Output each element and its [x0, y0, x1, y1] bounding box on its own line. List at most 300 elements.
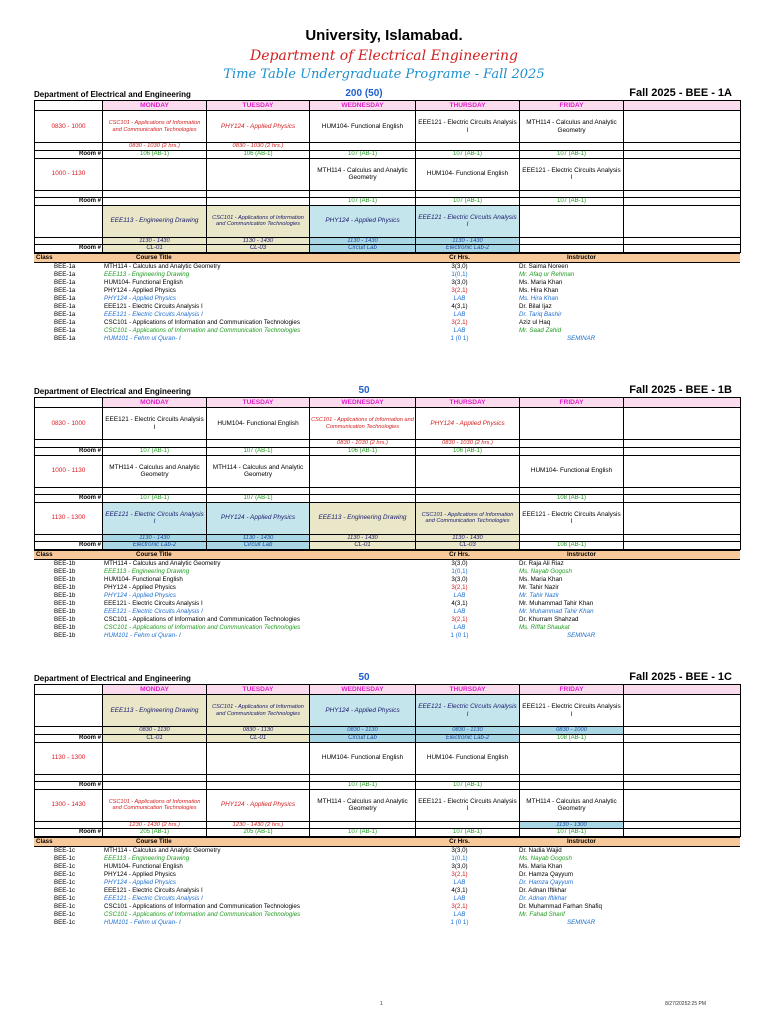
course-row [34, 568, 740, 576]
course-class: BEE-1a [54, 335, 76, 342]
room-cell [624, 197, 741, 205]
course-title: PHY124 - Applied Physics [104, 287, 176, 294]
room-cell: Electronic Lab-2 [416, 734, 520, 742]
time-slot [35, 695, 103, 727]
room-cell: 107 (AB-1) [310, 781, 416, 789]
course-instructor: SEMINAR [567, 632, 596, 639]
day-header: FRIDAY [520, 101, 624, 111]
class-cell [624, 158, 741, 190]
course-title: EEE113 - Engineering Drawing [104, 855, 190, 862]
time-range: 0830 - 1030 (2 hrs.) [207, 143, 310, 151]
course-instructor: Mr. Fahad Sharif [519, 911, 565, 918]
blank-cell [35, 727, 103, 735]
section-header [34, 88, 740, 100]
room-cell [520, 245, 624, 253]
class-cell: MTH114 - Calculus and Analytic Geometry [207, 455, 310, 487]
class-cell: EEE113 - Engineering Drawing [103, 205, 207, 237]
course-row [34, 319, 740, 327]
course-class: BEE-1c [54, 895, 75, 902]
course-title: EEE113 - Engineering Drawing [104, 271, 190, 278]
course-title: EEE121 - Electric Circuits Analysis I [104, 887, 203, 894]
course-title: CSC101 - Applications of Information and Communication Technologies [104, 616, 300, 623]
course-row [34, 271, 740, 279]
col-instructor: Instructor [517, 838, 740, 847]
course-title: HUM101 - Fehm ul Quran- I [104, 335, 181, 342]
class-cell: EEE121 - Electric Circuits Analysis I [103, 408, 207, 440]
time-range [310, 774, 416, 781]
course-row [34, 311, 740, 319]
course-class: BEE-1c [54, 855, 75, 862]
class-cell: CSC101 - Applications of Information and Communication Technologies [207, 695, 310, 727]
time-range [207, 774, 310, 781]
course-title: EEE121 - Electric Circuits Analysis I [104, 600, 203, 607]
time-range [207, 190, 310, 197]
time-range: 0830 - 1030 (2 hrs.) [103, 143, 207, 151]
course-list [34, 550, 740, 640]
class-cell: EEE113 - Engineering Drawing [310, 502, 416, 534]
class-cell: HUM104- Functional English [207, 408, 310, 440]
room-cell: 107 (AB-1) [103, 447, 207, 455]
time-range [416, 143, 520, 151]
time-range [310, 821, 416, 829]
time-range [103, 440, 207, 448]
day-header: WEDNESDAY [310, 398, 416, 408]
time-range: 1130 - 1430 [103, 534, 207, 542]
course-instructor: Mr. Saad Zahid [519, 327, 562, 334]
room-cell: CL-01 [103, 734, 207, 742]
university-title: University, Islamabad. [305, 27, 463, 44]
course-row [34, 863, 740, 871]
course-credit: LAB [453, 895, 466, 902]
dept-label: Department of Electrical and Engineering [34, 90, 191, 99]
time-range [103, 774, 207, 781]
section-strength: 200 (50) [345, 88, 383, 99]
room-cell: 106 (AB-1) [207, 150, 310, 158]
course-credit: 3(2,1) [451, 319, 468, 326]
course-instructor: Mr. Muhammad Tahir Khan [519, 600, 594, 607]
time-slot [35, 205, 103, 237]
course-instructor: Dr. Bilal Ijaz [519, 303, 552, 310]
course-row [34, 592, 740, 600]
time-range: 0830 - 1030 (2 hrs.) [310, 440, 416, 448]
room-cell [624, 150, 741, 158]
time-slot: 1300 - 1430 [35, 789, 103, 821]
course-instructor: Dr. Saima Noreen [519, 262, 569, 270]
time-range: 0830 - 1130 [207, 727, 310, 735]
class-cell: EEE121 - Electric Circuits Analysis I [520, 695, 624, 727]
room-cell [624, 494, 741, 502]
time-range [624, 143, 741, 151]
day-header: FRIDAY [520, 685, 624, 695]
course-row [34, 879, 740, 887]
time-range [310, 143, 416, 151]
course-class: BEE-1b [54, 584, 76, 591]
course-title: PHY124 - Applied Physics [104, 584, 176, 591]
course-instructor: SEMINAR [567, 919, 596, 926]
time-range [207, 487, 310, 494]
course-title: CSC101 - Applications of Information and Communication Technologies [104, 903, 300, 910]
course-row [34, 600, 740, 608]
time-range [624, 821, 741, 829]
course-list [34, 837, 740, 927]
day-header: MONDAY [103, 101, 207, 111]
room-cell: Circuit Lab [310, 245, 416, 253]
room-cell: 108 (AB-1) [520, 494, 624, 502]
time-range [624, 774, 741, 781]
class-cell: EEE121 - Electric Circuits Analysis I [416, 789, 520, 821]
blank-cell [624, 398, 741, 408]
day-header: WEDNESDAY [310, 685, 416, 695]
col-class: Class [34, 254, 102, 263]
course-row [34, 855, 740, 863]
course-class: BEE-1a [54, 303, 76, 310]
col-course-title: Course Title [102, 551, 402, 560]
course-class: BEE-1b [54, 616, 76, 623]
room-label: Room # [35, 734, 103, 742]
course-row [34, 576, 740, 584]
day-header: TUESDAY [207, 398, 310, 408]
room-cell [624, 447, 741, 455]
course-credit: 4(3,1) [451, 303, 468, 310]
course-credit: 1(0,1) [451, 568, 468, 575]
department-title: Department of Electrical Engineering [250, 48, 518, 64]
course-title: CSC101 - Applications of Information and Communication Technologies [104, 319, 300, 326]
day-header: FRIDAY [520, 398, 624, 408]
class-cell: EEE121 - Electric Circuits Analysis I [416, 205, 520, 237]
class-cell [624, 455, 741, 487]
room-cell: CL-03 [416, 542, 520, 550]
course-class: BEE-1b [54, 592, 76, 599]
course-credit: 3(3,0) [451, 576, 468, 583]
course-class: BEE-1c [54, 863, 75, 870]
time-slot: 1000 - 1130 [35, 158, 103, 190]
class-cell [416, 455, 520, 487]
course-class: BEE-1a [54, 319, 76, 326]
course-title: PHY124 - Applied Physics [104, 295, 176, 302]
class-cell [310, 455, 416, 487]
page-number: 1 [380, 1001, 383, 1007]
time-range: 1130 - 1430 [416, 237, 520, 245]
time-range [207, 440, 310, 448]
course-row [34, 632, 740, 640]
time-range: 0830 - 1130 [310, 727, 416, 735]
room-label: Room # [35, 542, 103, 550]
time-range [416, 487, 520, 494]
class-cell: MTH114 - Calculus and Analytic Geometry [520, 789, 624, 821]
room-cell: Electronic Lab-2 [103, 542, 207, 550]
course-row [34, 263, 740, 272]
timetable-section [34, 385, 740, 640]
blank-cell [35, 440, 103, 448]
course-class: BEE-1c [54, 871, 75, 878]
course-credit: 1 (0 1) [450, 335, 469, 342]
col-cr-hrs: Cr Hrs. [402, 254, 517, 263]
timetable-grid [34, 397, 741, 550]
time-slot: 0830 - 1000 [35, 111, 103, 143]
course-instructor: Ms. Nayab Gogosh [519, 855, 572, 862]
time-range: 1130 - 1300 [520, 821, 624, 829]
time-range [520, 143, 624, 151]
course-credit: 1 (0 1) [450, 632, 469, 639]
course-title: PHY124 - Applied Physics [104, 592, 176, 599]
time-range: 1130 - 1430 [416, 534, 520, 542]
room-cell: CL-01 [207, 734, 310, 742]
room-cell [207, 781, 310, 789]
time-range [624, 190, 741, 197]
room-label: Room # [35, 245, 103, 253]
room-cell [520, 781, 624, 789]
time-range [416, 821, 520, 829]
class-cell: HUM104- Functional English [520, 455, 624, 487]
col-instructor: Instructor [517, 254, 740, 263]
room-cell: 107 (AB-1) [310, 197, 416, 205]
time-range: 1130 - 1430 [207, 237, 310, 245]
course-list [34, 253, 740, 343]
course-instructor: Ms. Hira Khan [519, 287, 559, 294]
room-label: Room # [35, 447, 103, 455]
course-title: HUM104- Functional English [104, 279, 183, 286]
course-class: BEE-1b [54, 576, 76, 583]
course-instructor: Ms. Nayab Gogosh [519, 568, 572, 575]
class-cell: PHY124 - Applied Physics [207, 111, 310, 143]
course-instructor: Dr. Hamza Qayyum [519, 879, 574, 886]
course-row [34, 608, 740, 616]
course-instructor: Ms. Maria Khan [519, 863, 563, 870]
class-cell: MTH114 - Calculus and Analytic Geometry [310, 789, 416, 821]
class-cell: HUM104- Functional English [416, 158, 520, 190]
course-credit: 3(2,1) [451, 584, 468, 591]
room-cell: 107 (AB-1) [310, 150, 416, 158]
course-title: EEE113 - Engineering Drawing [104, 568, 190, 575]
course-credit: LAB [453, 327, 466, 334]
course-credit: 1(0,1) [451, 855, 468, 862]
col-cr-hrs: Cr Hrs. [402, 838, 517, 847]
course-row [34, 584, 740, 592]
class-cell: EEE121 - Electric Circuits Analysis I [416, 111, 520, 143]
course-credit: LAB [453, 879, 466, 886]
time-range [103, 487, 207, 494]
room-cell: 106 (AB-1) [310, 447, 416, 455]
timetable-grid [34, 100, 741, 253]
room-cell: CL-01 [310, 542, 416, 550]
time-slot: 1130 - 1300 [35, 742, 103, 774]
class-cell: HUM104- Functional English [310, 111, 416, 143]
time-range: 0830 - 1030 (2 hrs.) [416, 440, 520, 448]
class-cell: CSC101 - Applications of Information and Communication Technologies [310, 408, 416, 440]
course-instructor: Dr. Tariq Bashir [519, 311, 562, 318]
col-instructor: Instructor [517, 551, 740, 560]
course-instructor: Dr. Khurram Shahzad [519, 616, 579, 623]
day-header: TUESDAY [207, 101, 310, 111]
course-instructor: Dr. Adnan Iftikhar [519, 895, 567, 902]
time-range [520, 237, 624, 245]
blank-cell [35, 487, 103, 494]
room-cell [416, 494, 520, 502]
room-cell [207, 197, 310, 205]
course-title: CSC101 - Applications of Information and Communication Technologies [104, 624, 301, 631]
class-cell: PHY124 - Applied Physics [207, 502, 310, 534]
course-class: BEE-1b [54, 568, 76, 575]
course-instructor: Dr. Hamza Qayyum [519, 871, 573, 878]
room-cell: 205 (AB-1) [207, 829, 310, 837]
course-class: BEE-1a [54, 262, 76, 270]
course-credit: 3(2,1) [451, 287, 468, 294]
time-range: 0830 - 1130 [416, 727, 520, 735]
room-cell [103, 781, 207, 789]
course-class: BEE-1c [54, 887, 75, 894]
room-cell [624, 781, 741, 789]
time-range: 1130 - 1430 [207, 534, 310, 542]
corner-cell [35, 398, 103, 408]
section-title: Fall 2025 - BEE - 1A [629, 87, 732, 99]
course-class: BEE-1c [54, 919, 75, 926]
course-credit: 3(3,0) [451, 279, 468, 286]
class-cell: PHY124 - Applied Physics [416, 408, 520, 440]
course-title: CSC101 - Applications of Information and Communication Technologies [104, 911, 301, 918]
course-credit: LAB [453, 592, 466, 599]
time-range [416, 190, 520, 197]
room-cell: Circuit Lab [310, 734, 416, 742]
course-row [34, 560, 740, 569]
room-cell [624, 542, 741, 550]
course-title: MTH114 - Calculus and Analytic Geometry [104, 559, 221, 567]
room-cell: 107 (AB-1) [520, 197, 624, 205]
class-cell [520, 742, 624, 774]
section-header [34, 385, 740, 397]
course-title: HUM101 - Fehm ul Quran- I [104, 919, 181, 926]
dept-label: Department of Electrical and Engineering [34, 387, 191, 396]
course-instructor: Dr. Nadia Wajid [519, 846, 562, 854]
room-cell: 107 (AB-1) [207, 494, 310, 502]
day-header: TUESDAY [207, 685, 310, 695]
class-cell: HUM104- Functional English [416, 742, 520, 774]
course-credit: 3(3,0) [451, 262, 468, 270]
timetable-grid [34, 684, 741, 837]
course-row [34, 847, 740, 856]
time-range [310, 190, 416, 197]
section-header [34, 672, 740, 684]
blank-cell [35, 534, 103, 542]
course-class: BEE-1a [54, 295, 76, 302]
room-cell: CL-01 [103, 245, 207, 253]
room-cell [624, 734, 741, 742]
course-row [34, 287, 740, 295]
class-cell: CSC101 - Applications of Information and Communication Technologies [416, 502, 520, 534]
course-credit: LAB [453, 608, 466, 615]
room-cell: 107 (AB-1) [207, 447, 310, 455]
course-instructor: Ms. Maria Khan [519, 279, 563, 286]
class-cell [103, 742, 207, 774]
blank-cell [35, 774, 103, 781]
section-strength: 50 [358, 672, 370, 683]
day-header: THURSDAY [416, 685, 520, 695]
time-range: 1130 - 1430 [310, 237, 416, 245]
class-cell [624, 695, 741, 727]
room-cell: CL-03 [207, 245, 310, 253]
course-class: BEE-1b [54, 600, 76, 607]
course-class: BEE-1a [54, 271, 76, 278]
time-slot: 1130 - 1300 [35, 502, 103, 534]
time-slot: 0830 - 1000 [35, 408, 103, 440]
room-cell [103, 197, 207, 205]
time-range: 1230 - 1430 (2 hrs.) [207, 821, 310, 829]
blank-cell [35, 190, 103, 197]
class-cell [624, 742, 741, 774]
col-class: Class [34, 551, 102, 560]
course-row [34, 871, 740, 879]
course-class: BEE-1c [54, 911, 75, 918]
blank-cell [624, 685, 741, 695]
course-credit: 3(2,1) [451, 903, 468, 910]
course-class: BEE-1b [54, 559, 76, 567]
section-title: Fall 2025 - BEE - 1C [629, 671, 732, 683]
class-cell: EEE113 - Engineering Drawing [103, 695, 207, 727]
course-class: BEE-1b [54, 624, 76, 631]
room-cell: Circuit Lab [207, 542, 310, 550]
time-range [624, 487, 741, 494]
class-cell: EEE121 - Electric Circuits Analysis I [416, 695, 520, 727]
course-class: BEE-1c [54, 903, 75, 910]
class-cell [520, 205, 624, 237]
time-range [624, 237, 741, 245]
course-class: BEE-1a [54, 279, 76, 286]
col-cr-hrs: Cr Hrs. [402, 551, 517, 560]
class-cell: CSC101 - Applications of Information and Communication Technologies [103, 111, 207, 143]
course-credit: 3(3,0) [451, 846, 468, 854]
class-cell: PHY124 - Applied Physics [207, 789, 310, 821]
room-cell [310, 494, 416, 502]
course-row [34, 895, 740, 903]
class-cell: CSC101 - Applications of Information and Communication Technologies [207, 205, 310, 237]
course-credit: LAB [453, 624, 466, 631]
day-header: THURSDAY [416, 101, 520, 111]
class-cell: EEE121 - Electric Circuits Analysis I [103, 502, 207, 534]
blank-cell [35, 143, 103, 151]
course-credit: 3(2,1) [451, 616, 468, 623]
time-range [520, 190, 624, 197]
col-class: Class [34, 838, 102, 847]
course-class: BEE-1a [54, 287, 76, 294]
class-cell: EEE121 - Electric Circuits Analysis I [520, 502, 624, 534]
room-label: Room # [35, 781, 103, 789]
day-header: MONDAY [103, 398, 207, 408]
room-label: Room # [35, 494, 103, 502]
course-row [34, 295, 740, 303]
course-class: BEE-1b [54, 608, 76, 615]
class-cell: PHY124 - Applied Physics [310, 695, 416, 727]
room-cell: 107 (AB-1) [416, 197, 520, 205]
room-label: Room # [35, 197, 103, 205]
course-instructor: Ms. Hira Khan [519, 295, 559, 302]
time-range [624, 727, 741, 735]
course-row [34, 303, 740, 311]
blank-cell [624, 101, 741, 111]
course-credit: LAB [453, 295, 466, 302]
time-range [310, 487, 416, 494]
room-cell: 106 (AB-1) [103, 150, 207, 158]
course-row [34, 911, 740, 919]
time-range [520, 440, 624, 448]
course-instructor: Ms. Riffat Shaukat [519, 624, 570, 631]
course-credit: 4(3,1) [451, 887, 468, 894]
course-instructor: Mr. Muhammad Tahir Khan [519, 608, 594, 615]
course-instructor: Dr. Adnan Iftikhar [519, 887, 567, 894]
room-cell: 108 (AB-1) [520, 542, 624, 550]
time-range [624, 440, 741, 448]
time-range [624, 534, 741, 542]
class-cell: CSC101 - Applications of Information and Communication Technologies [103, 789, 207, 821]
course-title: MTH114 - Calculus and Analytic Geometry [104, 262, 221, 270]
